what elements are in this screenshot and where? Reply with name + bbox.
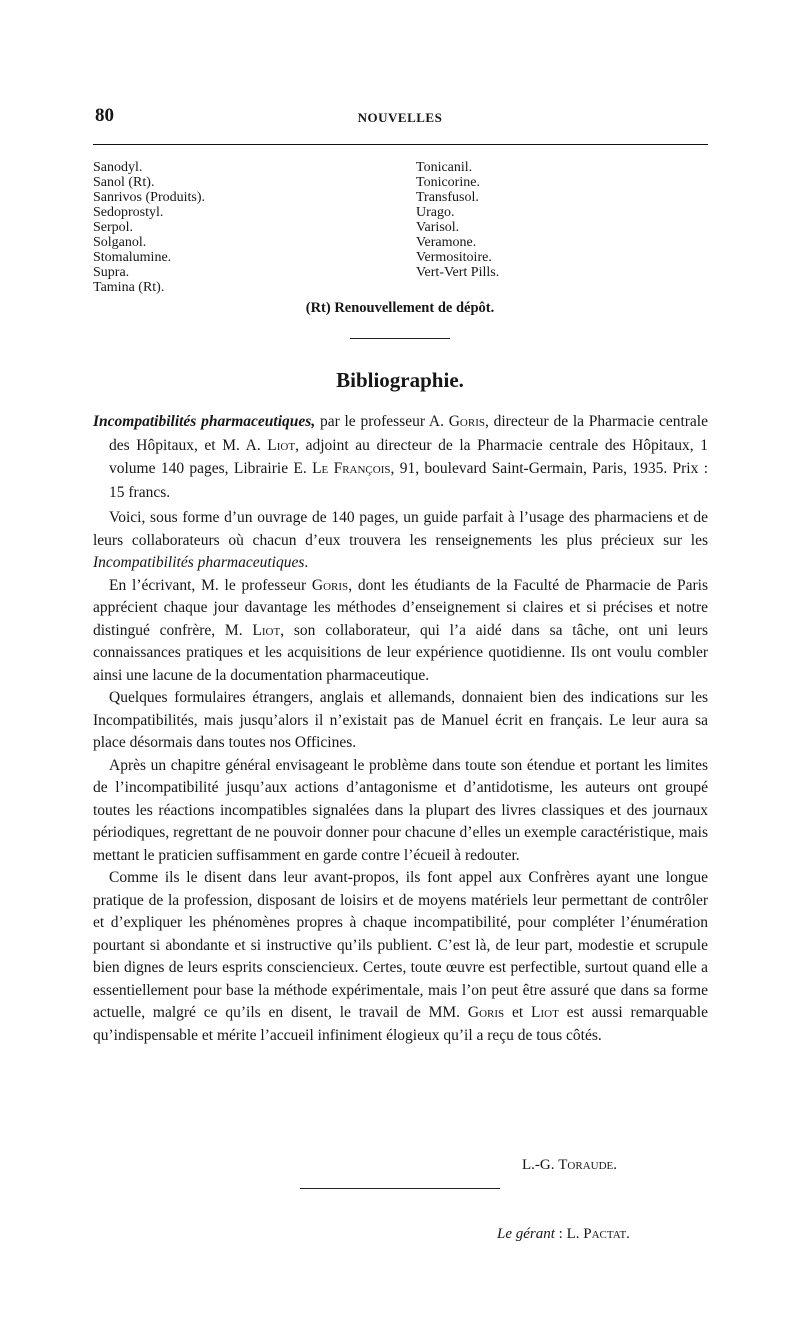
product-item: Serpol. [93,220,134,235]
book-citation [93,410,708,504]
citation-text: , directeur de la Pharmacie centrale des Hôpitaux, et M. A. [109,413,708,454]
gerant-line [497,1226,630,1243]
author-name: Goris [467,1004,505,1021]
product-item: Tonicorine. [416,175,480,190]
product-item: Stomalumine. [93,250,172,265]
author-name: Goris [311,576,349,594]
author-name: Goris [448,413,485,430]
book-title: Incompatibilités pharmaceutiques, [93,413,316,430]
publisher-name: Le François [312,460,391,477]
header-rule [93,144,708,145]
section-title: Bibliographie. [336,368,464,392]
signature-initials: L.-G. [522,1157,559,1173]
running-title: NOUVELLES [357,110,443,125]
review-paragraph [93,867,708,1047]
paragraph-text: est aussi remarquable qu’indispensable et mérite l’accueil infiniment élogieux qu’il a reçu de tous côtés. [93,1004,708,1044]
product-item: Transfusol. [416,190,479,205]
review-signature [522,1157,617,1174]
product-item: Veramone. [416,235,477,250]
italic-title: Incompatibilités pharmaceutiques [93,554,305,571]
product-item: Supra. [93,265,130,280]
paragraph-text: et [504,1004,532,1021]
paragraph-text: En l’écrivant, M. le professeur [109,576,312,594]
product-list-left [93,160,205,295]
product-item: Sanrivos (Produits). [93,190,205,205]
product-item: Vermositoire. [416,250,492,265]
author-name: Liot [252,621,281,639]
citation-text: , 91, boulevard Saint-Germain, Paris, 1935. Prix : 15 francs. [109,460,708,501]
renewal-note: (Rt) Renouvellement de dépôt. [305,300,495,316]
citation-text: par le professeur A. [315,413,449,430]
review-body [93,507,708,1047]
product-item: Tamina (Rt). [93,280,165,295]
paragraph-text: Comme ils le disent dans leur avant-propos, ils font appel aux Confrères ayant une longue pratique de la profession, disposant de loisirs et de moyens matériels leur permettant de contrôler et d’expliquer les phénomènes propres à chaque incompatibilité, pour compléter l’énumération pourtant si abondante et si instructive qu’ils publient. C’est là, de leur part, modestie et scrupule bien dignes de leurs esprits consciencieux. Certes, toute œuvre est perfectible, surtout quand elle a essentiellement pour base la méthode expérimentale, mais l’on peut être assuré que dans sa forme actuelle, malgré ce qu’ils en disent, le travail de MM. [93,869,708,1021]
page-number: 80 [95,105,114,126]
product-item: Vert-Vert Pills. [416,265,500,280]
paragraph-text: , dont les étudiants de la Faculté de Pharmacie de Paris apprécient chaque jour davantage les méthodes d’enseignement si claires et si précises et notre distingué confrère, M. [93,576,708,639]
paragraph-text: . [304,554,309,571]
gerant-label: Le gérant [497,1226,555,1242]
gerant-separator: : [554,1226,567,1242]
product-item: Solganol. [93,235,147,250]
paragraph-text: , son collaborateur, qui l’a aidé dans sa tâche, ont uni leurs connaissances pratiques et les acquisitions de leur expérience quotidienne. Ils ont voulu combler ainsi une lacune de la documentation pharmaceutique. [93,621,708,684]
product-list-right [416,160,499,280]
gerant-name: Pactat. [583,1226,630,1242]
section-divider-bottom [300,1188,500,1189]
product-item: Sanol (Rt). [93,175,155,190]
review-paragraph: Après un chapitre général envisageant le problème dans toute son étendue et portant les limites de l’incompatibilité jusqu’aux actions d’antagonisme et d’antidotisme, les auteurs ont groupé toutes les réactions incompatibles signalées dans la plupart des livres classiques et des journaux périodiques, regrettant de ne pouvoir donner pour chacune d’elles un exemple caractéristique, mais mettant le praticien suffisamment en garde contre l’écueil à redouter. [93,756,708,864]
product-item: Sedoprostyl. [93,205,164,220]
gerant-initial: L. [566,1226,584,1242]
review-paragraph [93,575,708,688]
product-item: Varisol. [416,220,460,235]
section-divider-top [350,338,450,339]
product-item: Urago. [416,205,455,220]
paragraph-text: Voici, sous forme d’un ouvrage de 140 pages, un guide parfait à l’usage des pharmaciens et de leurs collaborateurs où chacun d’eux trouvera les renseignements les plus précieux sur les [93,509,708,549]
product-item: Sanodyl. [93,160,143,175]
citation-text: , adjoint au directeur de la Pharmacie centrale des Hôpitaux, 1 volume 140 pages, Librairie E. [109,436,708,477]
author-name: Liot [531,1004,559,1021]
product-item: Tonicanil. [416,160,473,175]
review-paragraph: Quelques formulaires étrangers, anglais et allemands, donnaient bien des indications sur les Incompatibilités, mais jusqu’alors il n’existait pas de Manuel écrit en français. Le leur aura sa place désormais dans toutes nos Officines. [93,689,708,751]
signature-surname: Toraude. [558,1157,617,1173]
author-name: Liot [267,436,296,454]
review-paragraph [93,507,708,575]
